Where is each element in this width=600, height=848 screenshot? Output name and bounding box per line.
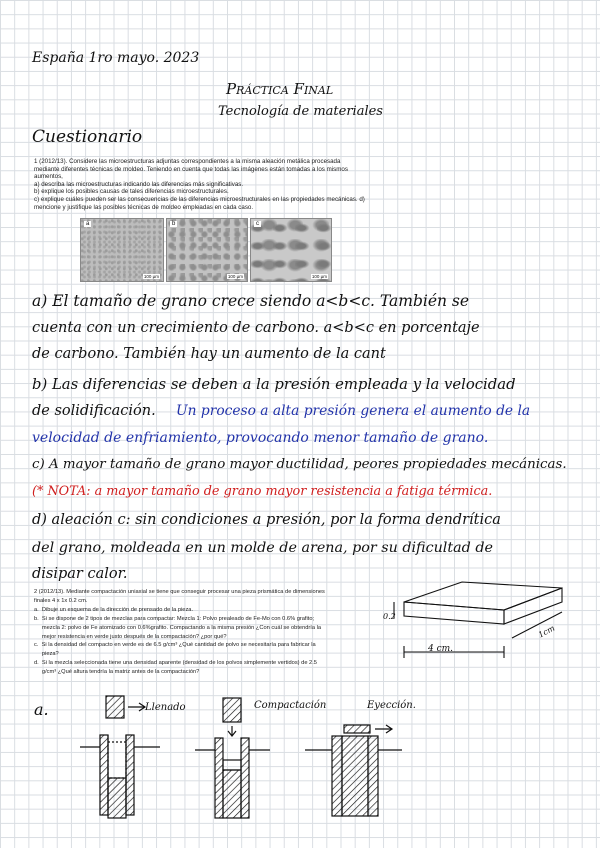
answer-d-line-1: d) aleación c: sin condiciones a presión, por la forma dendrítica <box>32 512 501 528</box>
scale-bar-label: 100 µm <box>143 274 159 279</box>
page-title: Práctica Final <box>226 80 334 98</box>
q2-line: pieza? <box>34 651 59 658</box>
image-label: b <box>172 221 176 227</box>
section-heading: Cuestionario <box>32 127 143 147</box>
prism-top-face <box>404 582 562 610</box>
die-wall-right-1 <box>126 735 134 815</box>
die-wall-right-3 <box>368 736 378 816</box>
q1-line: a) describa las microestructuras indicando las diferencias más significativas. <box>34 180 244 188</box>
compacted-part <box>223 760 241 770</box>
die-wall-left-3 <box>332 736 342 816</box>
q1-line: 1 (2012/13). Considere las microestructuras adjuntas correspondientes a la misma aleación metálica procesada <box>34 158 341 165</box>
lower-punch-1 <box>108 778 126 818</box>
date: España 1ro mayo. 2023 <box>32 50 200 66</box>
prism-front-face <box>404 602 504 624</box>
step-compactacion-label: Compactación <box>254 700 327 711</box>
q2-line: a. Dibuje un esquema de la dirección de prensado de la pieza. <box>34 606 194 613</box>
q2-line: mejor resistencia en verde justo después de la compactación? ¿por qué? <box>34 633 227 640</box>
lower-punch-2 <box>223 770 241 818</box>
step-eyeccion-label: Eyección. <box>367 700 416 711</box>
microstructure-image-a <box>80 218 164 282</box>
question-1-text <box>34 158 574 211</box>
q2-line: 2 (2012/13). Mediante compactación uniaxial se tiene que conseguir procesar una pieza prismática de dimensiones <box>34 589 325 595</box>
q1-line: mediante diferentes técnicas de moldeo. Teniendo en cuenta que todas las imágenes están tomadas a los mismos <box>34 165 348 173</box>
q2-line: c. Si la densidad del compacto en verde es de 6.5 g/cm³ ¿Qué cantidad de polvo se necesitaría para fabricar la <box>34 642 316 649</box>
answer-a-line-1: a) El tamaño de grano crece siendo a<b<c. También se <box>32 292 470 310</box>
die-wall-left-2 <box>215 738 223 818</box>
compaction-sketch <box>0 690 600 848</box>
q2-line: finales 4 x 1x 0.2 cm. <box>34 597 88 604</box>
microstructure-image-c <box>250 218 332 282</box>
dimension-length-label: 4 cm. <box>428 644 454 654</box>
q1-line: aumentos, <box>34 173 63 181</box>
microstructure-image-b <box>166 218 248 282</box>
prism-side-face <box>504 588 562 624</box>
scale-bar-label: 100 µm <box>311 274 327 279</box>
upper-punch-2 <box>223 698 241 722</box>
q2-line: mezcla 2: polvo de Fe atomizado con 0.6%grafito. Compactando a la misma presión ¿Con cuál se obtendría la <box>34 624 322 631</box>
powder-fill <box>108 742 126 778</box>
image-label: c <box>256 221 259 227</box>
q2-line: b. Si se dispone de 2 tipos de mezclas para compactar: Mezcla 1: Polvo prealeado de Fe-Mo con 0.6% grafito; <box>34 615 315 622</box>
answer-c-line-1: c) A mayor tamaño de grano mayor ductilidad, peores propiedades mecánicas. <box>32 457 567 472</box>
prism-sketch <box>378 580 578 660</box>
question-2-text <box>34 588 379 677</box>
step-llenado-label: Llenado <box>145 702 186 713</box>
dimension-width-label: 1cm <box>536 623 557 640</box>
ejected-part <box>344 725 370 733</box>
q2-line: g/cm³ ¿Qué altura tendría la matriz antes de la compactación? <box>34 669 200 676</box>
dimension-height-label: 0.2 <box>383 612 396 621</box>
upper-punch <box>106 696 124 718</box>
image-label: a <box>86 221 90 227</box>
die-wall-right-2 <box>241 738 249 818</box>
answer-a-line-3: de carbono. También hay un aumento de la cant <box>32 346 386 362</box>
page-subtitle: Tecnología de materiales <box>218 104 383 119</box>
lower-punch-3 <box>342 736 368 816</box>
q2-line: d. Si la mezcla seleccionada tiene una densidad aparente (densidad de los polvos simplemente vertidos) de 2.5 <box>34 660 317 667</box>
answer-c-note: (* NOTA: a mayor tamaño de grano mayor resistencia a fatiga térmica. <box>32 484 493 499</box>
answer-d-line-2: del grano, moldeada en un molde de arena, por su dificultad de <box>32 540 493 556</box>
scale-bar-label: 100 µm <box>227 274 243 279</box>
sketch-label-a: a. <box>34 700 49 719</box>
q1-line: mencione y justifique las posibles técnicas de moldeo empleadas en cada caso. <box>34 203 254 211</box>
answer-d-line-3: disipar calor. <box>32 566 128 582</box>
answer-b-line-1: b) Las diferencias se deben a la presión empleada y la velocidad <box>32 376 516 393</box>
die-wall-left-1 <box>100 735 108 815</box>
answer-b-line-2-blue: Un proceso a alta presión genera el aumento de la <box>176 403 531 419</box>
answer-b-line-2-black: de solidificación. <box>32 403 156 419</box>
answer-a-line-2: cuenta con un crecimiento de carbono. a<b<c en porcentaje <box>32 320 480 336</box>
q1-line: c) explique cuáles pueden ser las consecuencias de las diferencias microestructurales en las propiedades mecánicas. d) <box>34 195 365 203</box>
q1-line: b) explique los posibles causas de tales diferencias microestructurales. <box>34 188 229 196</box>
answer-b-line-3-blue: velocidad de enfriamiento, provocando menor tamaño de grano. <box>32 430 489 446</box>
width-dimension-line <box>512 612 562 638</box>
